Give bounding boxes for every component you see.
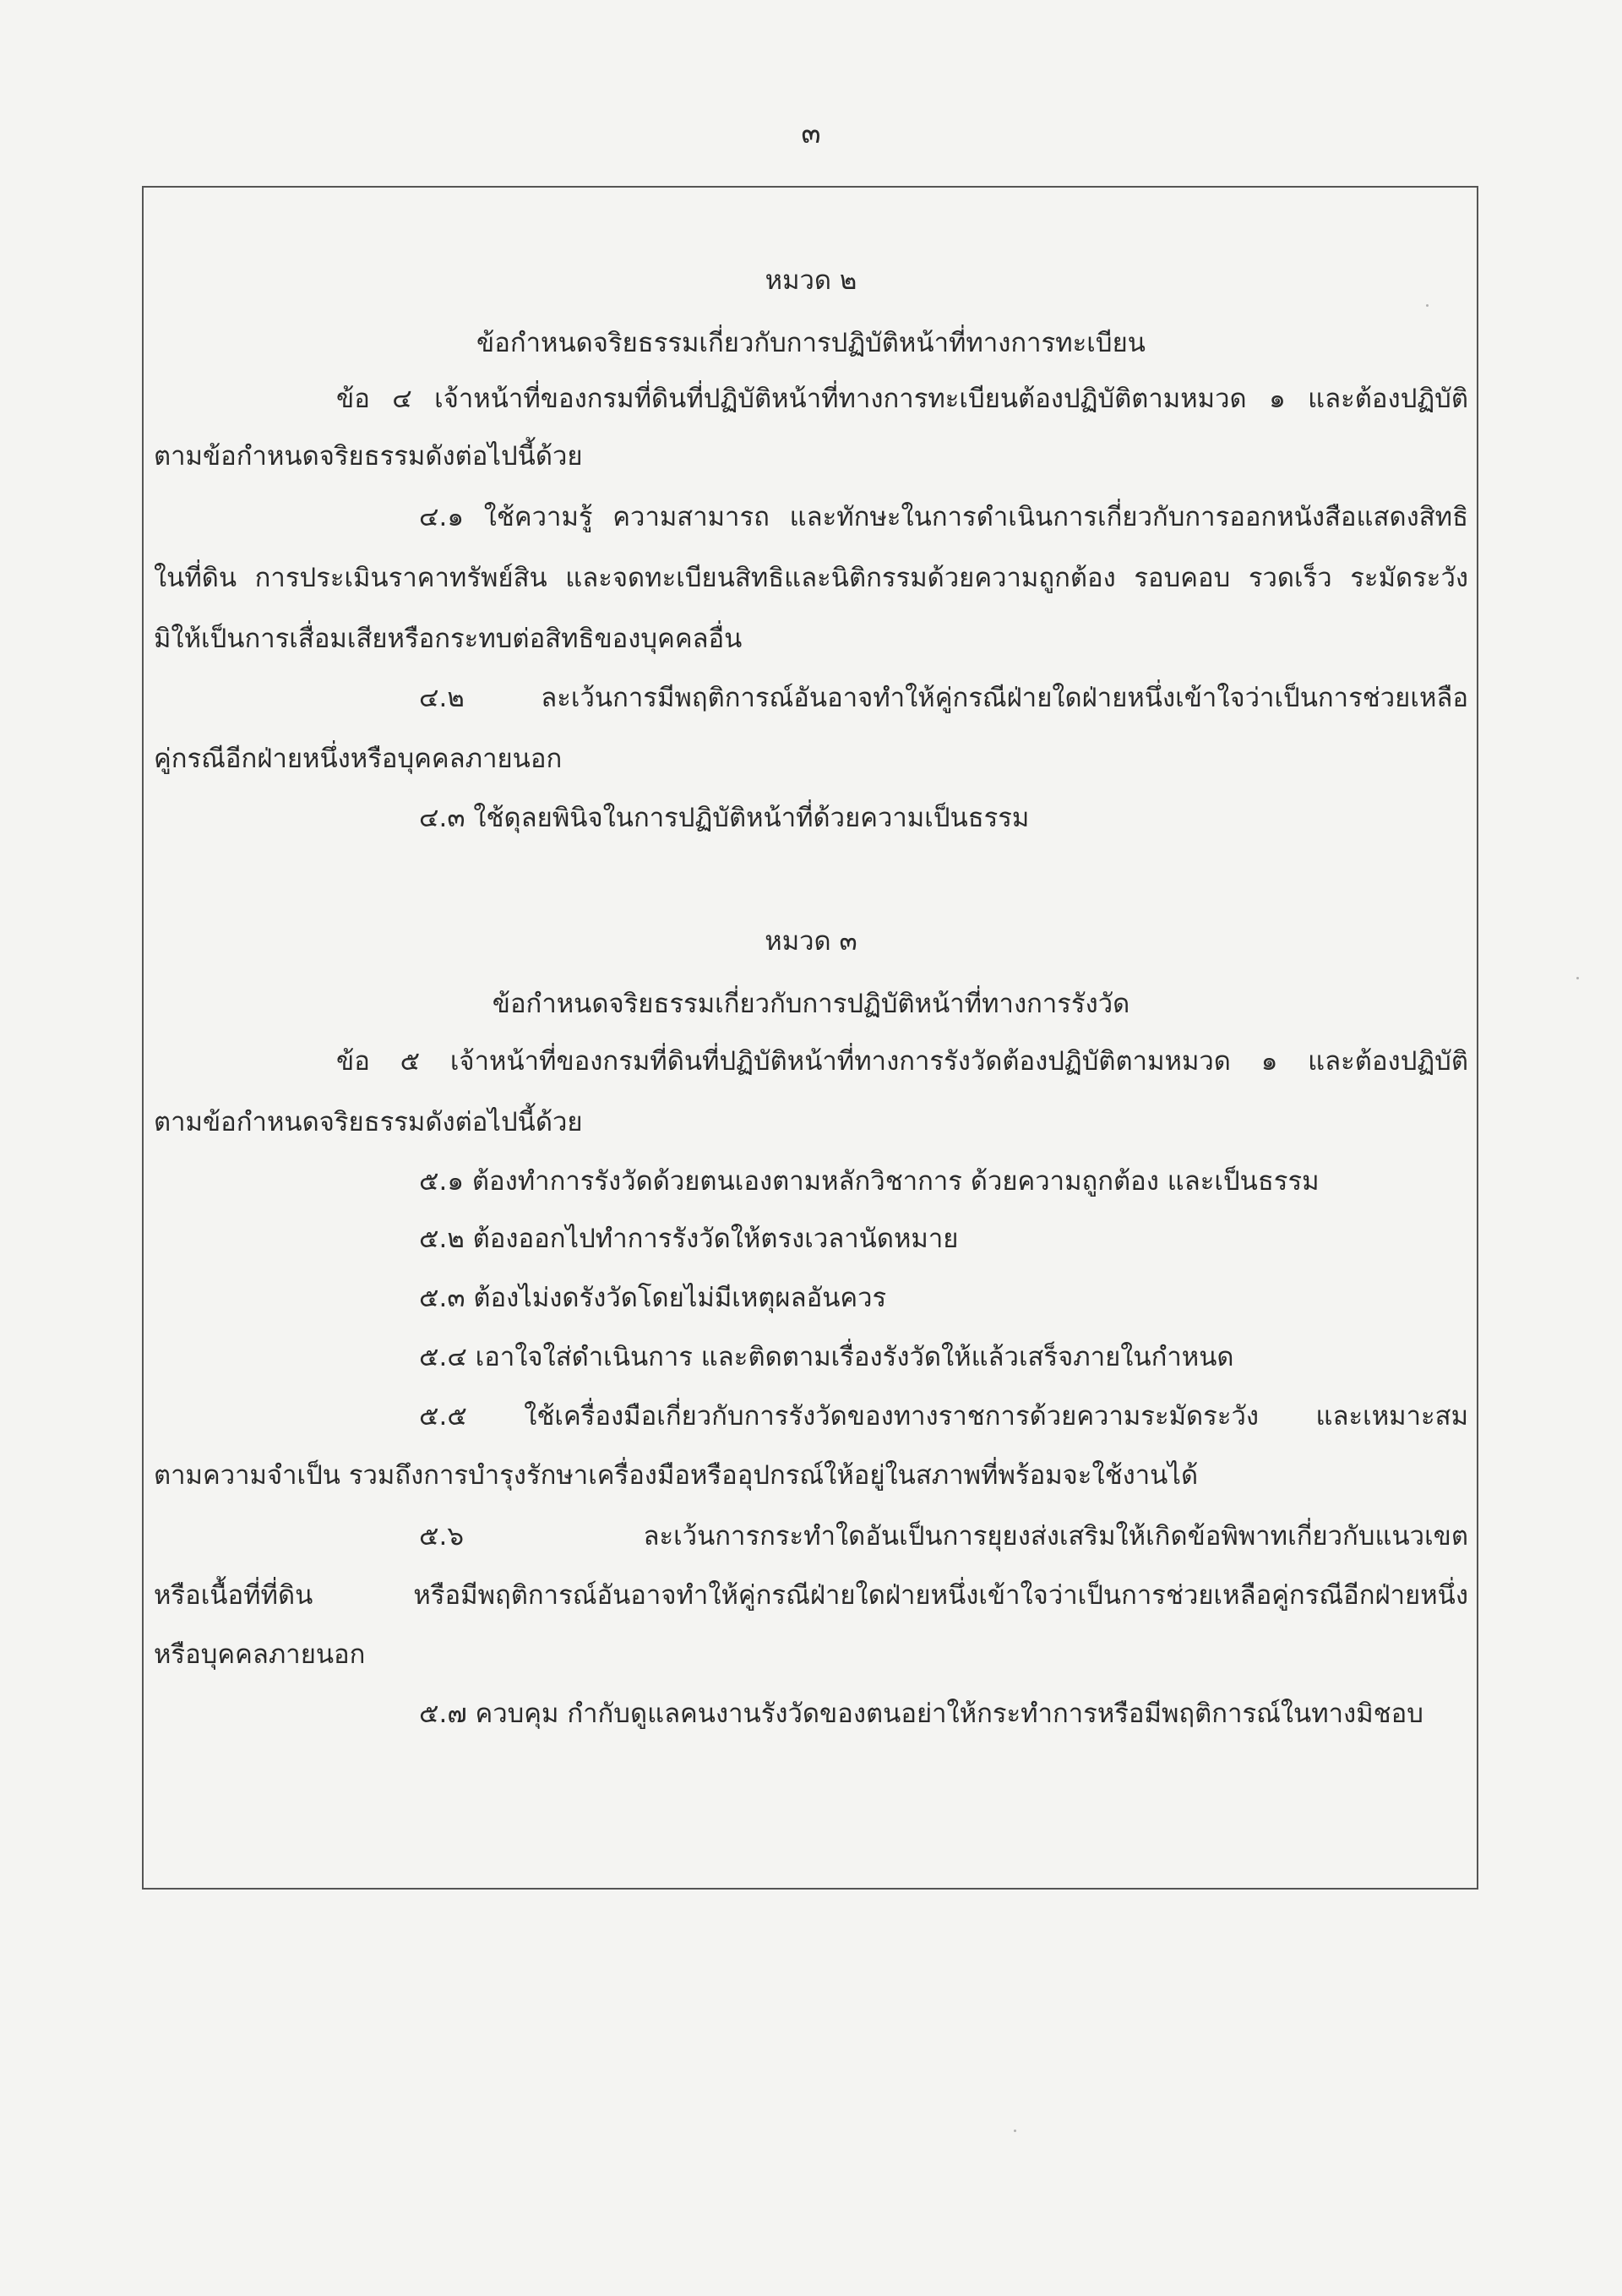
chapter-2-title: ข้อกำหนดจริยธรรมเกี่ยวกับการปฏิบัติหน้าที่ทางการทะเบียน	[476, 328, 1146, 358]
scan-speck	[1014, 2130, 1016, 2132]
item-5-5-text: ๕.๕ ใช้เครื่องมือเกี่ยวกับการรังวัดของทางราชการด้วยความระมัดระวัง และเหมาะสม	[419, 1401, 1468, 1432]
item-5-3-text: ๕.๓ ต้องไม่งดรังวัดโดยไม่มีเหตุผลอันควร	[419, 1283, 887, 1313]
item-5-1-text: ๕.๑ ต้องทำการรังวัดด้วยตนเองตามหลักวิชาการ ด้วยความถูกต้อง และเป็นธรรม	[419, 1166, 1320, 1197]
clause-4-text-cont: ตามข้อกำหนดจริยธรรมดังต่อไปนี้ด้วย	[154, 441, 583, 472]
item-5-6-text-cont: หรือเนื้อที่ที่ดิน หรือมีพฤติการณ์อันอาจทำให้คู่กรณีฝ่ายใดฝ่ายหนึ่งเข้าใจว่าเป็นการช่วยเหลือคู่กรณีอีกฝ่ายหนึ่ง	[154, 1580, 1468, 1611]
item-5-4-text: ๕.๔ เอาใจใส่ดำเนินการ และติดตามเรื่องรังวัดให้แล้วเสร็จภายในกำหนด	[419, 1342, 1234, 1372]
item-5-6-text: ๕.๖ ละเว้นการกระทำใดอันเป็นการยุยงส่งเสริมให้เกิดข้อพิพาทเกี่ยวกับแนวเขต	[419, 1521, 1468, 1552]
scan-speck	[1426, 304, 1429, 307]
item-4-1-text: ๔.๑ ใช้ความรู้ ความสามารถ และทักษะในการดำเนินการเกี่ยวกับการออกหนังสือแสดงสิทธิ	[419, 502, 1468, 532]
item-4-1-text-cont: ในที่ดิน การประเมินราคาทรัพย์สิน และจดทะเบียนสิทธิและนิติกรรมด้วยความถูกต้อง รอบคอบ รวดเร็ว ระมัดระวัง	[154, 563, 1468, 593]
item-4-2-text-cont: คู่กรณีอีกฝ่ายหนึ่งหรือบุคคลภายนอก	[154, 744, 563, 774]
item-4-2-text: ๔.๒ ละเว้นการมีพฤติการณ์อันอาจทำให้คู่กรณีฝ่ายใดฝ่ายหนึ่งเข้าใจว่าเป็นการช่วยเหลือ	[419, 683, 1468, 713]
chapter-3-title: ข้อกำหนดจริยธรรมเกี่ยวกับการปฏิบัติหน้าที่ทางการรังวัด	[492, 989, 1130, 1019]
chapter-2-heading: หมวด ๒	[765, 265, 857, 296]
clause-5-text-cont: ตามข้อกำหนดจริยธรรมดังต่อไปนี้ด้วย	[154, 1107, 583, 1137]
scan-speck	[1576, 977, 1579, 979]
item-5-5-text-cont: ตามความจำเป็น รวมถึงการบำรุงรักษาเครื่องมือหรืออุปกรณ์ให้อยู่ในสภาพที่พร้อมจะใช้งานได้	[154, 1460, 1199, 1491]
clause-5-text: ข้อ ๕ เจ้าหน้าที่ของกรมที่ดินที่ปฏิบัติหน้าที่ทางการรังวัดต้องปฏิบัติตามหมวด ๑ และต้องปฏิบัติ	[336, 1046, 1468, 1077]
item-5-6-text-end: หรือบุคคลภายนอก	[154, 1639, 366, 1670]
item-5-7-text: ๕.๗ ควบคุม กำกับดูแลคนงานรังวัดของตนอย่าให้กระทำการหรือมีพฤติการณ์ในทางมิชอบ	[419, 1699, 1423, 1729]
chapter-3-heading: หมวด ๓	[765, 926, 857, 957]
item-4-1-text-end: มิให้เป็นการเสื่อมเสียหรือกระทบต่อสิทธิของบุคคลอื่น	[154, 624, 743, 654]
item-5-2-text: ๕.๒ ต้องออกไปทำการรังวัดให้ตรงเวลานัดหมาย	[419, 1224, 959, 1254]
clause-4-text: ข้อ ๔ เจ้าหน้าที่ของกรมที่ดินที่ปฏิบัติหน้าที่ทางการทะเบียนต้องปฏิบัติตามหมวด ๑ และต้องปฏิบัติ	[336, 384, 1468, 414]
item-4-3-text: ๔.๓ ใช้ดุลยพินิจในการปฏิบัติหน้าที่ด้วยความเป็นธรรม	[419, 803, 1030, 833]
page-number: ๓	[801, 117, 821, 150]
